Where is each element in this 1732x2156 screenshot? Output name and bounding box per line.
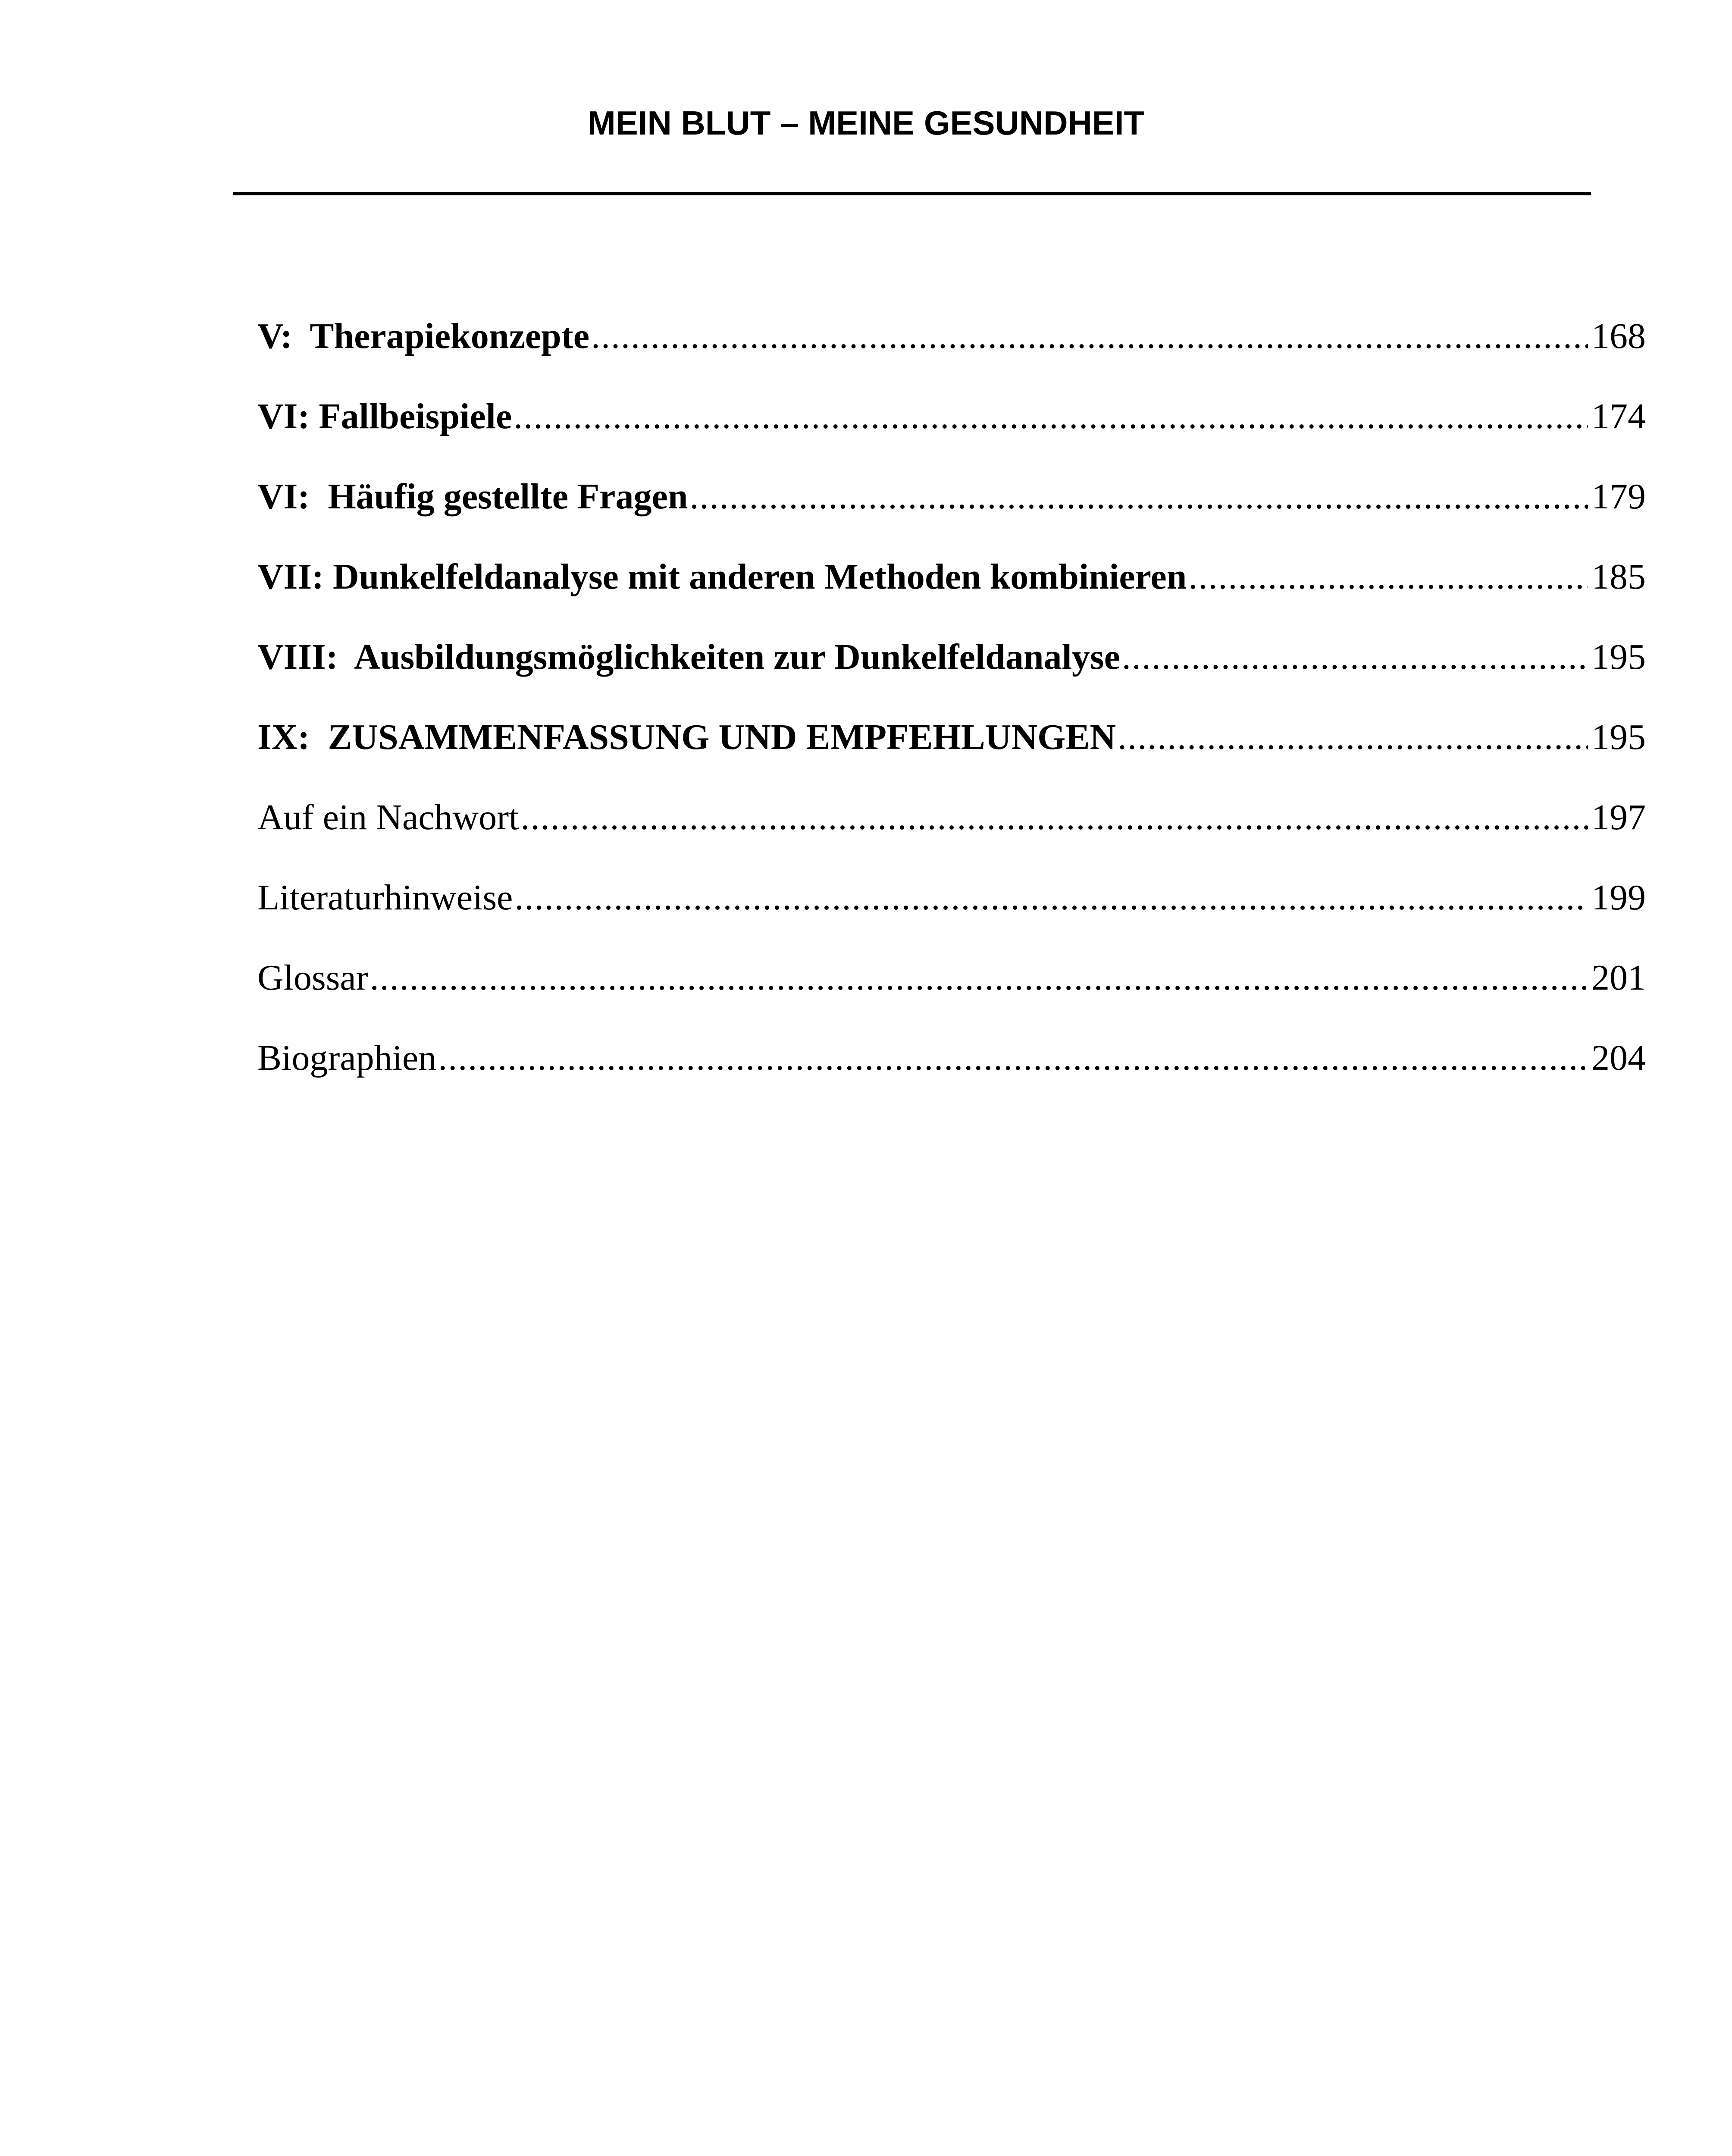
toc-dot-leader: [591, 310, 1588, 362]
toc-entry-page: 197: [1591, 797, 1646, 837]
toc-entry-page: 201: [1591, 958, 1646, 998]
toc-entry[interactable]: [257, 711, 1646, 792]
toc-entry-title: Biographien: [257, 1038, 437, 1078]
toc-entry-title: Glossar: [257, 958, 368, 998]
toc-dot-leader: [514, 872, 1588, 924]
toc-dot-leader: [370, 952, 1588, 1004]
toc-entry[interactable]: [257, 792, 1646, 872]
toc-entry-title: VI: Fallbeispiele: [257, 396, 512, 436]
toc-entry-title: VIII: Ausbildungsmöglichkeiten zur Dunkelfeldanalyse: [257, 637, 1120, 677]
toc-entry[interactable]: [257, 872, 1646, 952]
toc-entry[interactable]: [257, 391, 1646, 471]
toc-entry-title: VII: Dunkelfeldanalyse mit anderen Methoden kombinieren: [257, 557, 1187, 597]
toc-entry-title: VI: Häufig gestellte Fragen: [257, 476, 688, 517]
toc-entry[interactable]: [257, 1032, 1646, 1112]
toc-entry-page: 204: [1591, 1038, 1646, 1078]
toc-dot-leader: [1122, 631, 1588, 683]
toc-entry[interactable]: [257, 631, 1646, 711]
toc-entry-title: Literaturhinweise: [257, 877, 513, 918]
toc-entry-page: 168: [1591, 316, 1646, 356]
toc-entry[interactable]: [257, 952, 1646, 1032]
toc-dot-leader: [520, 792, 1588, 843]
toc-entry[interactable]: [257, 471, 1646, 551]
toc-entry-page: 199: [1591, 877, 1646, 918]
toc-entry-title: IX: ZUSAMMENFASSUNG UND EMPFEHLUNGEN: [257, 717, 1116, 757]
toc-entry-page: 185: [1591, 557, 1646, 597]
toc-entry-page: 179: [1591, 476, 1646, 517]
toc-entry-title: V: Therapiekonzepte: [257, 316, 590, 356]
toc-entry-title: Auf ein Nachwort: [257, 797, 519, 837]
table-of-contents: [257, 310, 1646, 1112]
toc-dot-leader: [1118, 711, 1588, 763]
toc-dot-leader: [689, 471, 1588, 523]
toc-entry-page: 174: [1591, 396, 1646, 436]
toc-entry[interactable]: [257, 551, 1646, 631]
header-divider: [233, 192, 1591, 195]
running-header: MEIN BLUT – MEINE GESUNDHEIT: [587, 104, 1145, 142]
toc-dot-leader: [514, 391, 1588, 442]
toc-dot-leader: [1188, 551, 1588, 603]
toc-dot-leader: [438, 1032, 1588, 1084]
toc-entry-page: 195: [1591, 637, 1646, 677]
toc-entry-page: 195: [1591, 717, 1646, 757]
toc-entry[interactable]: [257, 310, 1646, 391]
